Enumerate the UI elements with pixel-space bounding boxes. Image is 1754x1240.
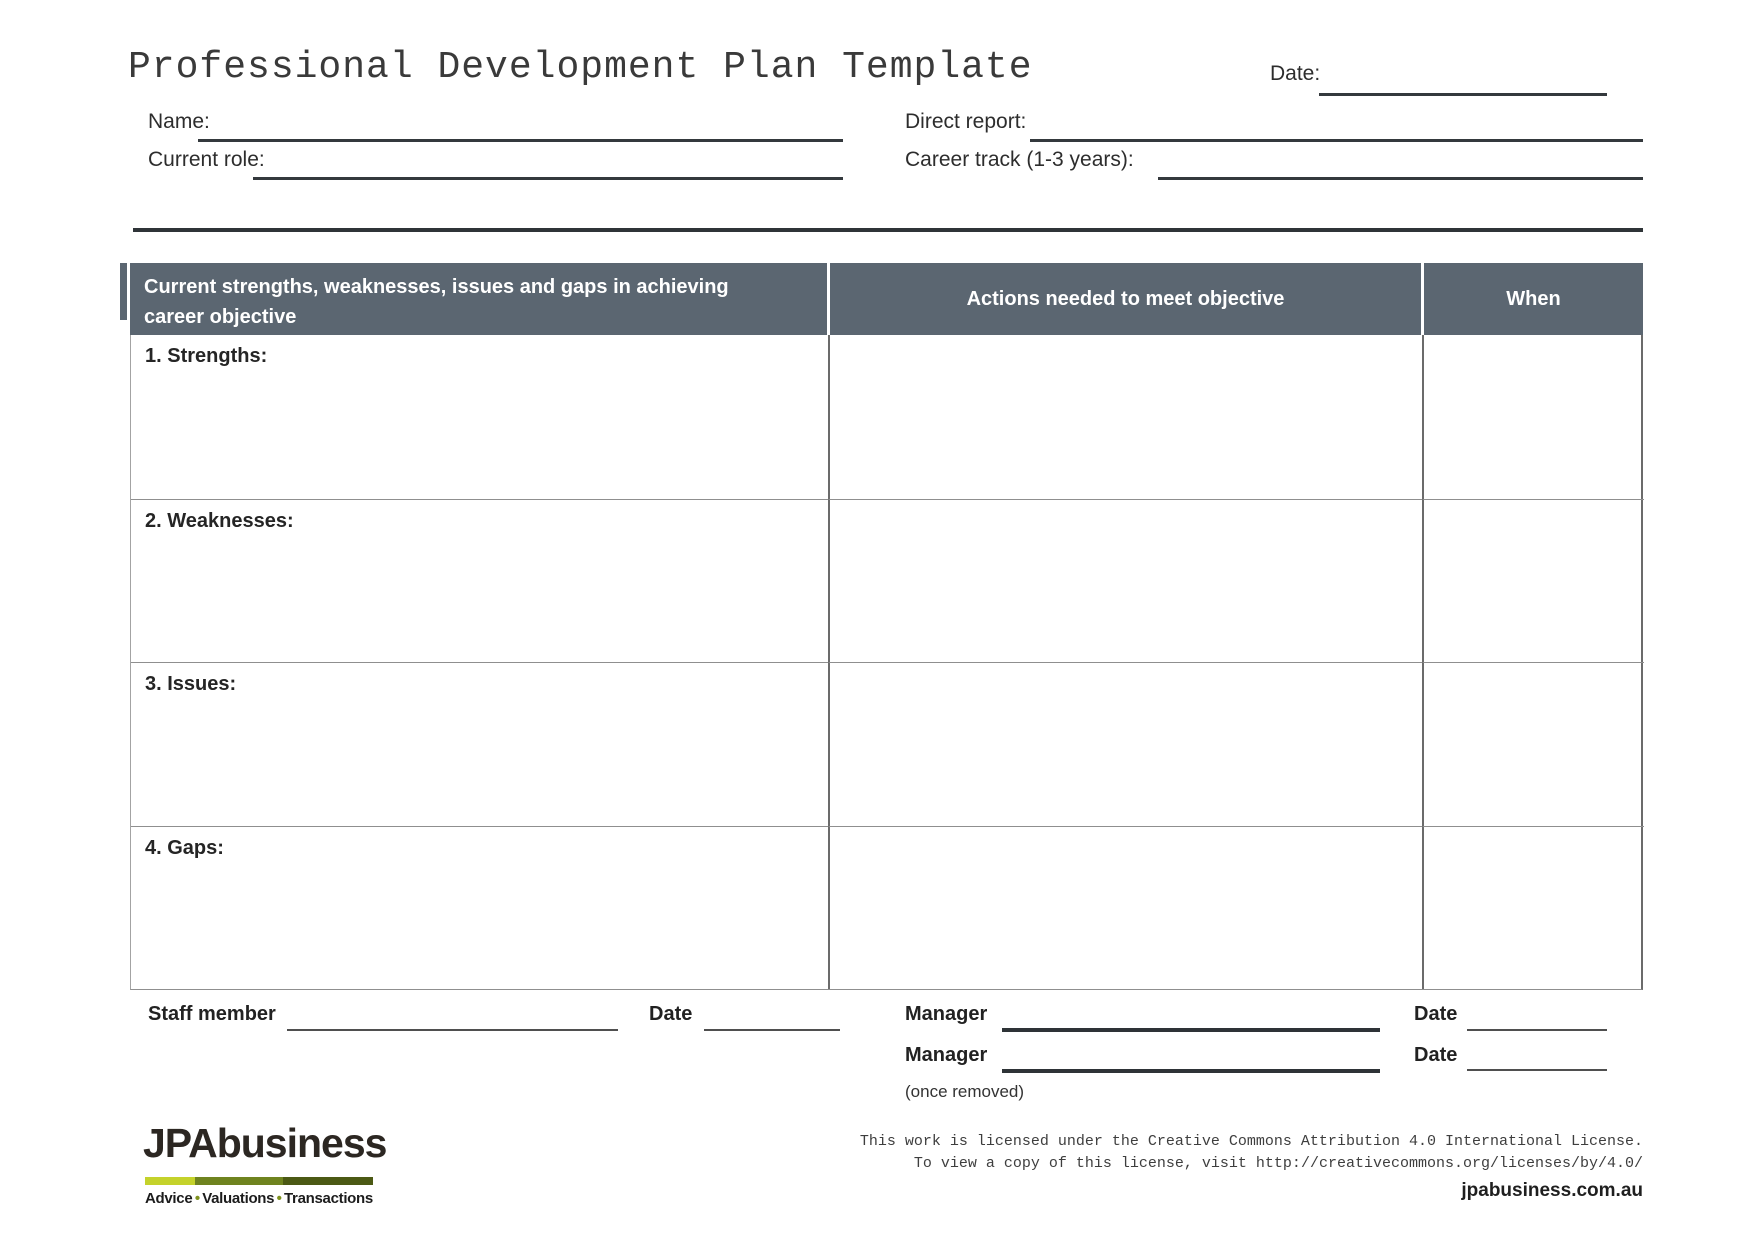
strengths-when-cell[interactable]: [1422, 335, 1644, 499]
manager-once-removed-label: Manager: [905, 1044, 988, 1066]
header-cell-strengths-gaps-text: Current strengths, weaknesses, issues and gaps in achieving career objective: [144, 276, 729, 328]
manager-date-line[interactable]: [1467, 1029, 1607, 1031]
page-title: Professional Development Plan Template: [128, 46, 1033, 89]
logo-color-bar: [145, 1177, 373, 1185]
gaps-actions-cell[interactable]: [828, 826, 1422, 990]
manager-once-removed-date-label: Date: [1414, 1044, 1458, 1066]
table-body: [130, 335, 1643, 990]
section-divider-rule: [133, 228, 1643, 232]
tagline-bullet-icon: •: [276, 1190, 282, 1207]
tagline-valuations: Valuations: [202, 1190, 275, 1207]
staff-member-label: Staff member: [148, 1003, 276, 1025]
table-header-notch: [120, 263, 127, 320]
jpabusiness-logo: JPAbusiness: [143, 1120, 387, 1166]
issues-when-cell[interactable]: [1422, 662, 1644, 826]
header-cell-when-text: When: [1506, 287, 1561, 310]
staff-date-line[interactable]: [704, 1029, 840, 1031]
manager-date-label: Date: [1414, 1003, 1458, 1025]
strengths-label-cell[interactable]: [131, 335, 828, 499]
current-role-label: Current role:: [148, 148, 265, 171]
name-label: Name:: [148, 110, 210, 133]
issues-actions-cell[interactable]: [828, 662, 1422, 826]
once-removed-note: (once removed): [905, 1082, 1025, 1101]
weaknesses-label-cell[interactable]: [131, 499, 828, 663]
strengths-actions-cell[interactable]: [828, 335, 1422, 499]
weaknesses-actions-cell[interactable]: [828, 499, 1422, 663]
weaknesses-when-cell[interactable]: [1422, 499, 1644, 663]
career-track-label: Career track (1-3 years):: [905, 148, 1134, 171]
logo-bar-segment-dark: [283, 1177, 373, 1185]
career-track-field-line[interactable]: [1158, 177, 1643, 180]
header-cell-actions: [827, 263, 1421, 335]
date-label: Date:: [1270, 62, 1321, 85]
manager-once-removed-date-line[interactable]: [1467, 1069, 1607, 1071]
license-line-2: To view a copy of this license, visit http://creativecommons.org/licenses/by/4.0/: [913, 1155, 1643, 1172]
gaps-row-label: 4. Gaps:: [145, 836, 224, 859]
manager-once-removed-signature-line[interactable]: [1002, 1069, 1380, 1073]
logo-bar-segment-mid: [195, 1177, 283, 1185]
website-link[interactable]: jpabusiness.com.au: [1461, 1180, 1643, 1201]
issues-row-label: 3. Issues:: [145, 673, 237, 695]
logo-bar-segment-light: [145, 1177, 195, 1185]
logo-tagline: [145, 1190, 373, 1207]
development-plan-table: [130, 263, 1643, 990]
weaknesses-row-label: 2. Weaknesses:: [145, 509, 294, 532]
header-cell-strengths-gaps: [130, 263, 827, 335]
table-header-row: [130, 263, 1643, 335]
direct-report-label: Direct report:: [905, 110, 1027, 133]
gaps-when-cell[interactable]: [1422, 826, 1644, 990]
header-cell-when: [1421, 263, 1643, 335]
manager-signature-line[interactable]: [1002, 1028, 1380, 1032]
name-field-line[interactable]: [198, 139, 843, 142]
header-cell-actions-text: Actions needed to meet objective: [966, 287, 1285, 310]
manager-label: Manager: [905, 1003, 988, 1025]
direct-report-field-line[interactable]: [1030, 139, 1643, 142]
date-field-line[interactable]: [1319, 93, 1607, 96]
tagline-transactions: Transactions: [284, 1190, 373, 1207]
tagline-bullet-icon: •: [194, 1190, 200, 1207]
current-role-field-line[interactable]: [253, 177, 843, 180]
gaps-label-cell[interactable]: [131, 826, 828, 990]
tagline-advice: Advice: [145, 1190, 193, 1207]
staff-date-label: Date: [649, 1003, 693, 1025]
staff-member-signature-line[interactable]: [287, 1029, 618, 1031]
strengths-row-label: 1. Strengths:: [145, 345, 268, 367]
license-line-1: This work is licensed under the Creative Commons Attribution 4.0 International License.: [859, 1133, 1643, 1150]
issues-label-cell[interactable]: [131, 662, 828, 826]
